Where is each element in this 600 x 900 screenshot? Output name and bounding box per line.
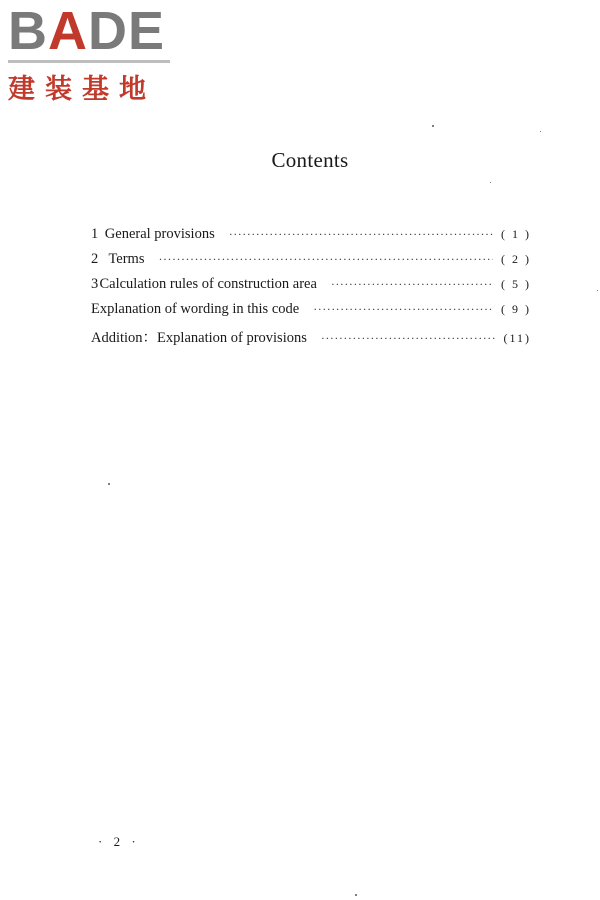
toc-entry-title: Terms <box>108 251 145 267</box>
toc-entry-page: ( 9 ) <box>501 302 531 316</box>
scan-speck <box>490 182 491 183</box>
scan-speck <box>597 290 598 291</box>
toc-entry-terms <box>91 251 531 276</box>
toc-entry-explanation-of-provisions <box>91 326 531 351</box>
toc-entry-number: 2 <box>91 251 99 267</box>
toc-entry-number: 3 <box>91 276 99 292</box>
bade-logo <box>8 1 178 105</box>
logo-wordmark: BADE <box>8 1 166 61</box>
toc-leader-dots <box>229 227 493 242</box>
toc-entry-general-provisions <box>91 226 531 251</box>
scan-speck <box>432 125 434 127</box>
page-title: Contents <box>271 148 349 172</box>
toc-entry-calculation-rules <box>91 276 531 301</box>
toc-entry-page: (11) <box>503 331 531 345</box>
toc-entry-explanation-of-wording <box>91 301 531 326</box>
toc-entry-page: ( 1 ) <box>501 227 531 241</box>
toc-entry-title: Addition：Explanation of provisions <box>91 330 307 346</box>
scan-speck <box>108 483 110 485</box>
toc-entry-page: ( 2 ) <box>501 252 531 266</box>
table-of-contents <box>91 226 531 351</box>
toc-leader-dots <box>331 277 493 292</box>
toc-leader-dots <box>313 302 493 317</box>
toc-entry-page: ( 5 ) <box>501 277 531 291</box>
toc-leader-dots <box>158 252 493 267</box>
logo-chinese-text: 建装基地 <box>8 74 156 105</box>
toc-entry-number: 1 <box>91 226 99 242</box>
toc-leader-dots <box>321 331 496 346</box>
page-number: · 2 · <box>98 834 140 849</box>
scan-speck <box>540 131 541 132</box>
scan-speck <box>355 894 357 896</box>
toc-entry-title: General provisions <box>104 226 215 242</box>
toc-entry-title: Calculation rules of construction area <box>99 276 317 292</box>
toc-entry-title: Explanation of wording in this code <box>91 301 300 317</box>
